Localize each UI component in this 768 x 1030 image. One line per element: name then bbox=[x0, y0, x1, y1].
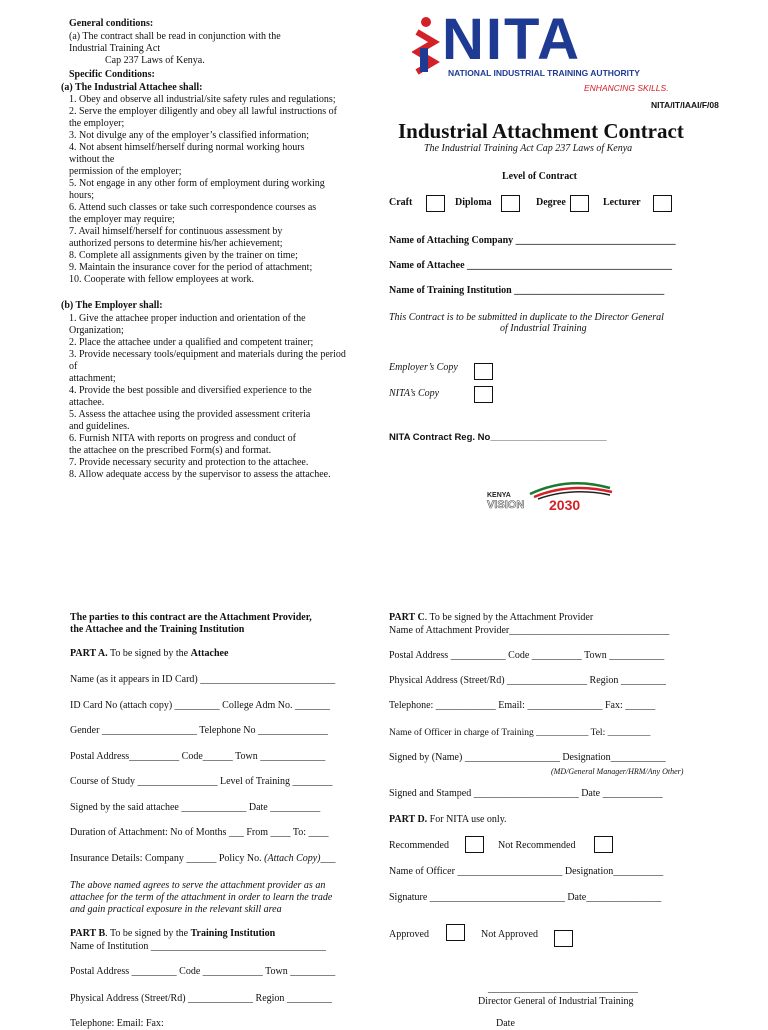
part-a-id-field[interactable]: ID Card No (attach copy) _________ College Adm No. _______ bbox=[70, 700, 330, 711]
not-recommended-checkbox[interactable] bbox=[594, 836, 613, 853]
part-b-intro: . To be signed by the bbox=[105, 928, 191, 939]
part-c-label: PART C bbox=[389, 612, 425, 623]
recommended-label: Recommended bbox=[389, 840, 449, 851]
agreement-line1: The above named agrees to serve the attachment provider as an bbox=[70, 880, 326, 891]
dg-title: Director General of Industrial Training bbox=[478, 996, 634, 1007]
employer-duty-line: 6. Furnish NITA with reports on progress and conduct of bbox=[69, 433, 296, 444]
not-approved-label: Not Approved bbox=[481, 929, 538, 940]
vision-word-text: VISION bbox=[487, 499, 525, 511]
nita-full-name: NATIONAL INDUSTRIAL TRAINING AUTHORITY bbox=[448, 68, 640, 78]
not-recommended-label: Not Recommended bbox=[498, 840, 576, 851]
attaching-company-field[interactable]: Name of Attaching Company ________________________________ bbox=[389, 235, 676, 246]
insurance-prefix: Insurance Details: Company ______ Policy No. bbox=[70, 853, 265, 864]
parties-line2: the Attachee and the Training Institution bbox=[70, 624, 245, 635]
nita-logo bbox=[412, 7, 717, 96]
attachee-duty-line: 6. Attend such classes or take such correspondence courses as bbox=[69, 202, 317, 213]
employer-duty-line: 3. Provide necessary tools/equipment and materials during the period bbox=[69, 349, 346, 360]
attachee-name-field[interactable]: Name of Attachee _________________________________________ bbox=[389, 260, 673, 271]
employer-duty-line: 5. Assess the attachee using the provided assessment criteria bbox=[69, 409, 311, 420]
part-d-officer-field[interactable]: Name of Officer _____________________ Designation__________ bbox=[389, 866, 664, 877]
part-c-stamped-field[interactable]: Signed and Stamped _____________________ Date ____________ bbox=[389, 788, 663, 799]
insurance-suffix: ___ bbox=[320, 853, 336, 864]
submit-note-line2: of Industrial Training bbox=[500, 323, 587, 334]
attachee-duty-line: 9. Maintain the insurance cover for the period of attachment; bbox=[69, 262, 313, 273]
insurance-attach-copy: (Attach Copy) bbox=[264, 853, 321, 864]
part-a-heading bbox=[70, 648, 228, 660]
attachee-duty-line: hours; bbox=[69, 190, 94, 201]
agreement-line2: attachee for the term of the attachment in order to learn the trade bbox=[70, 892, 333, 903]
part-a-postal-field[interactable]: Postal Address__________ Code______ Town _____________ bbox=[70, 751, 326, 762]
attachee-duty-line: the employer may require; bbox=[69, 214, 175, 225]
nita-copy-label: NITA’s Copy bbox=[389, 388, 440, 399]
specific-conditions-heading: Specific Conditions: bbox=[69, 69, 155, 80]
level-label-lecturer: Lecturer bbox=[603, 197, 641, 208]
part-b-institution-field[interactable]: Name of Institution ___________________________________ bbox=[70, 941, 326, 952]
level-label-degree: Degree bbox=[536, 197, 566, 208]
part-d-signature-field[interactable]: Signature ___________________________ Date_______________ bbox=[389, 892, 662, 903]
part-b-physical-field[interactable]: Physical Address (Street/Rd) _____________ Region _________ bbox=[70, 993, 332, 1004]
page-subtitle: The Industrial Training Act Cap 237 Laws of Kenya bbox=[424, 143, 633, 154]
level-checkbox-craft[interactable] bbox=[426, 195, 445, 212]
level-label-diploma: Diploma bbox=[455, 197, 492, 208]
part-c-officer-field[interactable]: Name of Officer in charge of Training ___________ Tel: _________ bbox=[389, 728, 651, 738]
not-approved-checkbox[interactable] bbox=[554, 930, 573, 947]
attachee-duties-list bbox=[69, 94, 376, 286]
attachee-duty-line: 8. Complete all assignments given by the trainer on time; bbox=[69, 250, 298, 261]
part-a-course-field[interactable]: Course of Study ________________ Level of Training ________ bbox=[70, 776, 333, 787]
part-c-postal-field[interactable]: Postal Address ___________ Code __________ Town ___________ bbox=[389, 650, 665, 661]
general-condition-a-line1: (a) The contract shall be read in conjunction with the bbox=[69, 31, 281, 42]
general-conditions-heading: General conditions: bbox=[69, 18, 154, 29]
part-c-signed-field[interactable]: Signed by (Name) ___________________ Designation___________ bbox=[389, 752, 666, 763]
employer-duty-line: and guidelines. bbox=[69, 421, 130, 432]
part-b-postal-field[interactable]: Postal Address _________ Code ____________ Town _________ bbox=[70, 966, 336, 977]
attachee-duty-line: the employer; bbox=[69, 118, 125, 129]
employer-duty-line: 7. Provide necessary security and protection to the attachee. bbox=[69, 457, 309, 468]
attachee-duties-heading: (a) The Industrial Attachee shall: bbox=[61, 82, 203, 93]
part-d-intro: For NITA use only. bbox=[427, 814, 507, 825]
part-b-heading bbox=[70, 928, 275, 940]
designation-note: (MD/General Manager/HRM/Any Other) bbox=[551, 767, 684, 776]
employer-duties-heading: (b) The Employer shall: bbox=[61, 300, 163, 311]
part-b-who: Training Institution bbox=[190, 928, 276, 939]
part-a-name-field[interactable]: Name (as it appears in ID Card) ___________________________ bbox=[70, 674, 336, 685]
part-b-label: PART B bbox=[70, 928, 106, 939]
part-c-heading bbox=[389, 612, 593, 624]
attachee-duty-line: 2. Serve the employer diligently and obey all lawful instructions of bbox=[69, 106, 337, 117]
part-a-gender-field[interactable]: Gender ___________________ Telephone No ______________ bbox=[70, 725, 328, 736]
approved-checkbox[interactable] bbox=[446, 924, 465, 941]
part-c-intro: . To be signed by the Attachment Provider bbox=[424, 612, 594, 623]
attachee-duty-line: authorized persons to determine his/her achievement; bbox=[69, 238, 283, 249]
part-d-label: PART D. bbox=[389, 814, 428, 825]
attachee-duty-line: 7. Avail himself/herself for continuous assessment by bbox=[69, 226, 283, 237]
approved-label: Approved bbox=[389, 929, 429, 940]
vision-kenya-text: KENYA bbox=[487, 492, 511, 499]
level-checkbox-diploma[interactable] bbox=[501, 195, 520, 212]
attachee-duty-line: permission of the employer; bbox=[69, 166, 182, 177]
part-a-insurance-field[interactable] bbox=[70, 853, 336, 865]
attachee-duty-line: 10. Cooperate with fellow employees at work. bbox=[69, 274, 254, 285]
employer-duty-line: 4. Provide the best possible and diversified experience to the bbox=[69, 385, 312, 396]
dg-signature-line[interactable]: ______________________________ bbox=[488, 983, 638, 994]
part-c-provider-field[interactable]: Name of Attachment Provider________________________________ bbox=[389, 625, 670, 636]
attachee-duty-line: 1. Obey and observe all industrial/site safety rules and regulations; bbox=[69, 94, 336, 105]
part-a-signed-field[interactable]: Signed by the said attachee _____________ Date __________ bbox=[70, 802, 321, 813]
employer-duty-line: the attachee on the prescribed Form(s) and format. bbox=[69, 445, 272, 456]
attachee-duty-line: 3. Not divulge any of the employer’s classified information; bbox=[69, 130, 310, 141]
parties-line1: The parties to this contract are the Attachment Provider, bbox=[70, 612, 312, 623]
kenya-vision-2030-logo bbox=[483, 480, 623, 516]
part-d-heading bbox=[389, 814, 507, 826]
employer-duties-list bbox=[69, 313, 376, 481]
part-b-telephone-field[interactable]: Telephone: Email: Fax: bbox=[70, 1018, 164, 1029]
contract-reg-no-field[interactable]: NITA Contract Reg. No______________________ bbox=[389, 432, 607, 443]
part-c-telephone-field[interactable]: Telephone: ____________ Email: _______________ Fax: ______ bbox=[389, 700, 656, 711]
employer-duty-line: of bbox=[69, 361, 78, 372]
part-a-intro: To be signed by the bbox=[107, 648, 191, 659]
employer-duty-line: attachee. bbox=[69, 397, 105, 408]
general-condition-a-line2: Industrial Training Act bbox=[69, 43, 161, 54]
dg-date-label: Date bbox=[496, 1018, 515, 1029]
part-a-label: PART A. bbox=[70, 648, 108, 659]
employer-duty-line: 2. Place the attachee under a qualified and competent trainer; bbox=[69, 337, 314, 348]
employer-copy-checkbox[interactable] bbox=[474, 363, 493, 380]
page-title: Industrial Attachment Contract bbox=[398, 119, 684, 143]
recommended-checkbox[interactable] bbox=[465, 836, 484, 853]
employer-duty-line: 8. Allow adequate access by the supervisor to assess the attachee. bbox=[69, 469, 331, 480]
attachee-duty-line: without the bbox=[69, 154, 115, 165]
employer-duty-line: Organization; bbox=[69, 325, 124, 336]
part-c-physical-field[interactable]: Physical Address (Street/Rd) ________________ Region _________ bbox=[389, 675, 666, 686]
attachee-duty-line: 4. Not absent himself/herself during normal working hours bbox=[69, 142, 305, 153]
attachee-duty-line: 5. Not engage in any other form of employment during working bbox=[69, 178, 325, 189]
nita-wordmark: NITA bbox=[442, 7, 582, 72]
training-institution-field[interactable]: Name of Training Institution ______________________________ bbox=[389, 285, 665, 296]
nita-copy-checkbox[interactable] bbox=[474, 386, 493, 403]
employer-duty-line: attachment; bbox=[69, 373, 116, 384]
level-checkbox-degree[interactable] bbox=[570, 195, 589, 212]
form-code: NITA/IT/IAAI/F/08 bbox=[651, 100, 719, 110]
employer-duty-line: 1. Give the attachee proper induction and orientation of the bbox=[69, 313, 306, 324]
nita-tagline: ENHANCING SKILLS. bbox=[584, 83, 669, 93]
part-a-who: Attachee bbox=[190, 648, 229, 659]
agreement-line3: and gain practical exposure in the relevant skill area bbox=[70, 904, 282, 915]
level-label-craft: Craft bbox=[389, 197, 413, 208]
part-a-duration-field[interactable]: Duration of Attachment: No of Months ___ From ____ To: ____ bbox=[70, 827, 329, 838]
level-checkbox-lecturer[interactable] bbox=[653, 195, 672, 212]
level-heading: Level of Contract bbox=[502, 171, 577, 182]
vision-year-text: 2030 bbox=[549, 497, 581, 513]
submit-note-line1: This Contract is to be submitted in duplicate to the Director General bbox=[389, 312, 664, 323]
employer-copy-label: Employer’s Copy bbox=[389, 362, 458, 373]
general-condition-a-line3: Cap 237 Laws of Kenya. bbox=[105, 55, 205, 66]
